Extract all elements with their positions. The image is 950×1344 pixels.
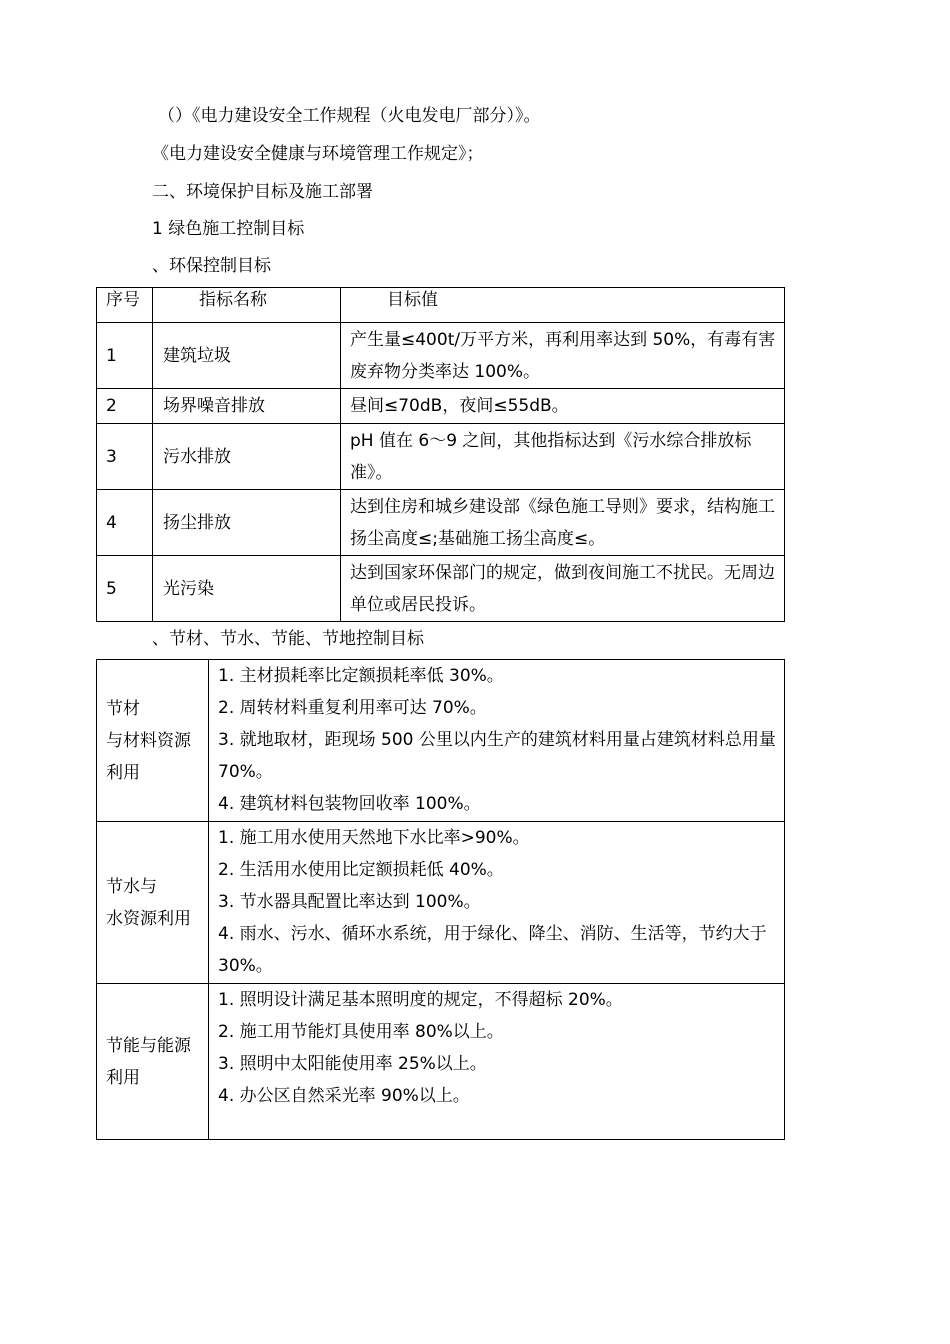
row-value: 达到国家环保部门的规定，做到夜间施工不扰民。无周边单位或居民投诉。 xyxy=(341,556,785,622)
section-heading-2: 二、环境保护目标及施工部署 xyxy=(152,182,373,202)
row-no: 2 xyxy=(97,389,153,424)
list-item: 3. 照明中太阳能使用率 25%以上。 xyxy=(218,1054,487,1074)
list-item: 4. 办公区自然采光率 90%以上。 xyxy=(218,1086,470,1106)
subheading-green-construction: 1 绿色施工控制目标 xyxy=(152,219,305,239)
category-text: 节能与能源利用 xyxy=(106,1035,191,1088)
table-row xyxy=(97,556,785,622)
env-targets-table xyxy=(96,287,785,622)
subheading-env-control: 、环保控制目标 xyxy=(152,256,271,276)
table-row xyxy=(97,984,785,1140)
header-name: 指标名称 xyxy=(153,288,341,323)
list-item: 4. 建筑材料包装物回收率 100%。 xyxy=(218,794,481,814)
row-name: 光污染 xyxy=(153,556,341,622)
line-regulation-2: 《电力建设安全健康与环境管理工作规定》； xyxy=(152,144,484,164)
category-items xyxy=(209,984,785,1140)
table-row xyxy=(97,424,785,490)
table-row xyxy=(97,490,785,556)
row-value: 达到住房和城乡建设部《绿色施工导则》要求，结构施工扬尘高度≤;基础施工扬尘高度≤。 xyxy=(341,490,785,556)
list-item: 3. 就地取材，距现场 500 公里以内生产的建筑材料用量占建筑材料总用量 70%。 xyxy=(218,730,776,782)
list-item: 1. 照明设计满足基本照明度的规定，不得超标 20%。 xyxy=(218,990,623,1010)
list-item: 1. 主材损耗率比定额损耗率低 30%。 xyxy=(218,666,504,686)
category-label xyxy=(97,822,209,984)
category-items xyxy=(209,822,785,984)
row-no: 3 xyxy=(97,424,153,490)
row-no: 5 xyxy=(97,556,153,622)
category-text: 节水与 水资源利用 xyxy=(106,876,191,929)
header-value: 目标值 xyxy=(341,288,785,323)
saving-targets-table xyxy=(96,659,785,1140)
row-name: 建筑垃圾 xyxy=(153,323,341,389)
table-row xyxy=(97,822,785,984)
table-header-row xyxy=(97,288,785,323)
row-name: 污水排放 xyxy=(153,424,341,490)
list-item: 1. 施工用水使用天然地下水比率>90%。 xyxy=(218,828,530,848)
row-value: 昼间≤70dB，夜间≤55dB。 xyxy=(341,389,785,424)
category-label xyxy=(97,984,209,1140)
list-item: 3. 节水器具配置比率达到 100%。 xyxy=(218,892,481,912)
row-value: pH 值在 6～9 之间，其他指标达到《污水综合排放标准》。 xyxy=(341,424,785,490)
list-item: 2. 施工用节能灯具使用率 80%以上。 xyxy=(218,1022,504,1042)
row-name: 扬尘排放 xyxy=(153,490,341,556)
category-items xyxy=(209,660,785,822)
row-value: 产生量≤400t/万平方米，再利用率达到 50%，有毒有害废弃物分类率达 100%。 xyxy=(341,323,785,389)
subheading-saving-control: 、节材、节水、节能、节地控制目标 xyxy=(152,629,424,649)
table-row xyxy=(97,389,785,424)
category-label xyxy=(97,660,209,822)
list-item: 2. 周转材料重复利用率可达 70%。 xyxy=(218,698,487,718)
row-name: 场界噪音排放 xyxy=(153,389,341,424)
list-item: 2. 生活用水使用比定额损耗低 40%。 xyxy=(218,860,504,880)
row-no: 1 xyxy=(97,323,153,389)
table-row xyxy=(97,660,785,822)
list-item: 4. 雨水、污水、循环水系统，用于绿化、降尘、消防、生活等，节约大于 30%。 xyxy=(218,924,767,976)
category-text: 节材 与材料资源利用 xyxy=(106,698,191,783)
row-no: 4 xyxy=(97,490,153,556)
header-no: 序号 xyxy=(97,288,153,323)
line-regulation-1: （）《电力建设安全工作规程（火电发电厂部分）》。 xyxy=(158,106,541,126)
table-row xyxy=(97,323,785,389)
